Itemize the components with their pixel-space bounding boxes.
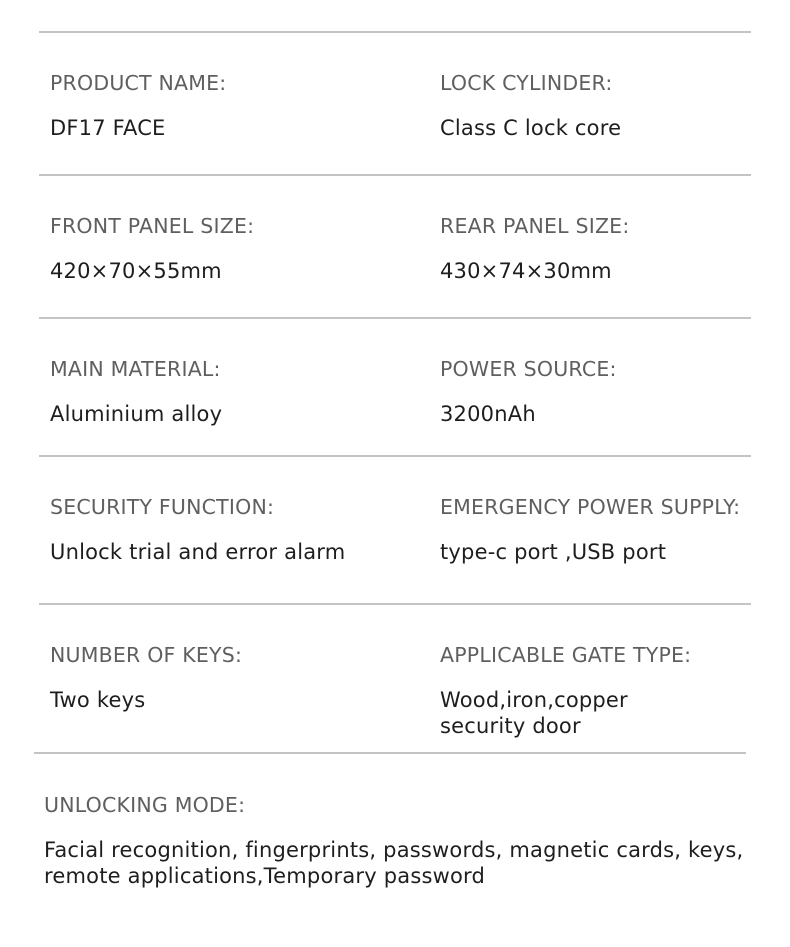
lock-cylinder-value: Class C lock core: [440, 116, 622, 140]
main-material-label: MAIN MATERIAL:: [50, 357, 221, 381]
main-material-value: Aluminium alloy: [50, 402, 223, 426]
front-panel-size-label: FRONT PANEL SIZE:: [50, 214, 255, 238]
rear-panel-size-value: 430×74×30mm: [440, 259, 612, 283]
divider-row-1: [39, 174, 751, 176]
unlocking-mode-value-line-2: remote applications,Temporary password: [44, 864, 486, 888]
lock-cylinder-label: LOCK CYLINDER:: [440, 71, 613, 95]
rear-panel-size-label: REAR PANEL SIZE:: [440, 214, 630, 238]
unlocking-mode-value-line-1: Facial recognition, fingerprints, passwords, magnetic cards, keys,: [44, 838, 744, 862]
divider-row-5: [34, 752, 746, 754]
security-function-label: SECURITY FUNCTION:: [50, 495, 275, 519]
number-of-keys-value: Two keys: [50, 688, 146, 712]
divider-row-3: [39, 455, 751, 457]
emergency-power-supply-value: type-c port ,USB port: [440, 540, 667, 564]
product-name-value: DF17 FACE: [50, 116, 166, 140]
unlocking-mode-label: UNLOCKING MODE:: [44, 793, 246, 817]
front-panel-size-value: 420×70×55mm: [50, 259, 222, 283]
product-name-label: PRODUCT NAME:: [50, 71, 227, 95]
power-source-value: 3200nAh: [440, 402, 536, 426]
emergency-power-supply-label: EMERGENCY POWER SUPPLY:: [440, 495, 741, 519]
applicable-gate-type-label: APPLICABLE GATE TYPE:: [440, 643, 692, 667]
applicable-gate-type-value-line-2: security door: [440, 714, 581, 738]
power-source-label: POWER SOURCE:: [440, 357, 617, 381]
applicable-gate-type-value-line-1: Wood,iron,copper: [440, 688, 628, 712]
divider-top: [39, 31, 751, 33]
number-of-keys-label: NUMBER OF KEYS:: [50, 643, 243, 667]
divider-row-2: [39, 317, 751, 319]
security-function-value: Unlock trial and error alarm: [50, 540, 346, 564]
divider-row-4: [39, 603, 751, 605]
